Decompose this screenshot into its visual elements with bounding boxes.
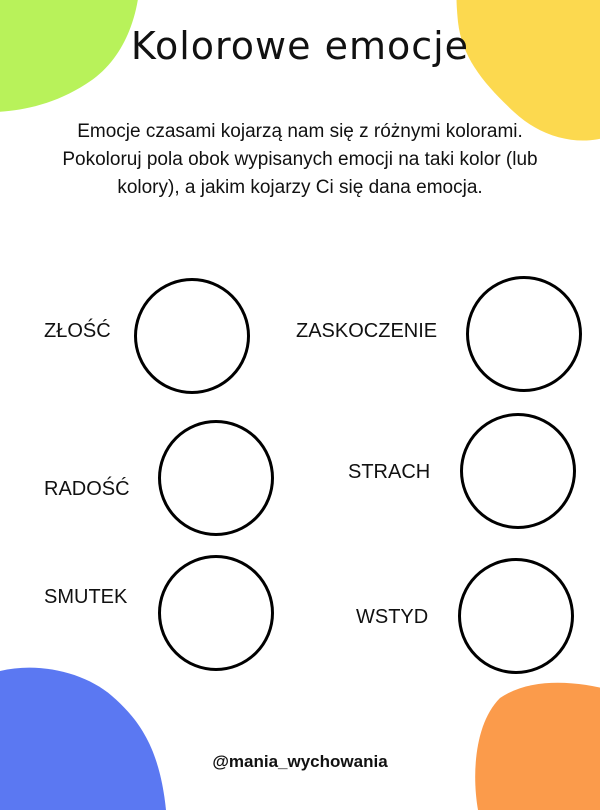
emotion-label-zaskoczenie: ZASKOCZENIE — [296, 320, 437, 343]
color-circle-zaskoczenie[interactable] — [466, 276, 582, 392]
color-circle-radosc[interactable] — [158, 420, 274, 536]
emotion-label-smutek: SMUTEK — [44, 586, 127, 609]
orange-blob-shape — [475, 683, 600, 810]
blue-corner-blob — [0, 660, 175, 810]
emotion-label-wstyd: WSTYD — [356, 606, 428, 629]
emotion-label-strach: STRACH — [348, 461, 430, 484]
emotion-label-zlosc: ZŁOŚĆ — [44, 320, 111, 343]
page-title: Kolorowe emocje — [0, 24, 600, 68]
instructions-text: Emocje czasami kojarzą nam się z różnymi kolorami. Pokoloruj pola obok wypisanych emocji na taki kolor (lub kolory), a jakim kojarzy Ci się dana emocja. — [60, 118, 540, 202]
color-circle-zlosc[interactable] — [134, 278, 250, 394]
color-circle-strach[interactable] — [460, 413, 576, 529]
emotion-label-radosc: RADOŚĆ — [44, 478, 130, 501]
author-handle: @mania_wychowania — [0, 752, 600, 772]
color-circle-wstyd[interactable] — [458, 558, 574, 674]
blue-blob-shape — [0, 668, 166, 810]
color-circle-smutek[interactable] — [158, 555, 274, 671]
orange-corner-blob — [470, 680, 600, 810]
